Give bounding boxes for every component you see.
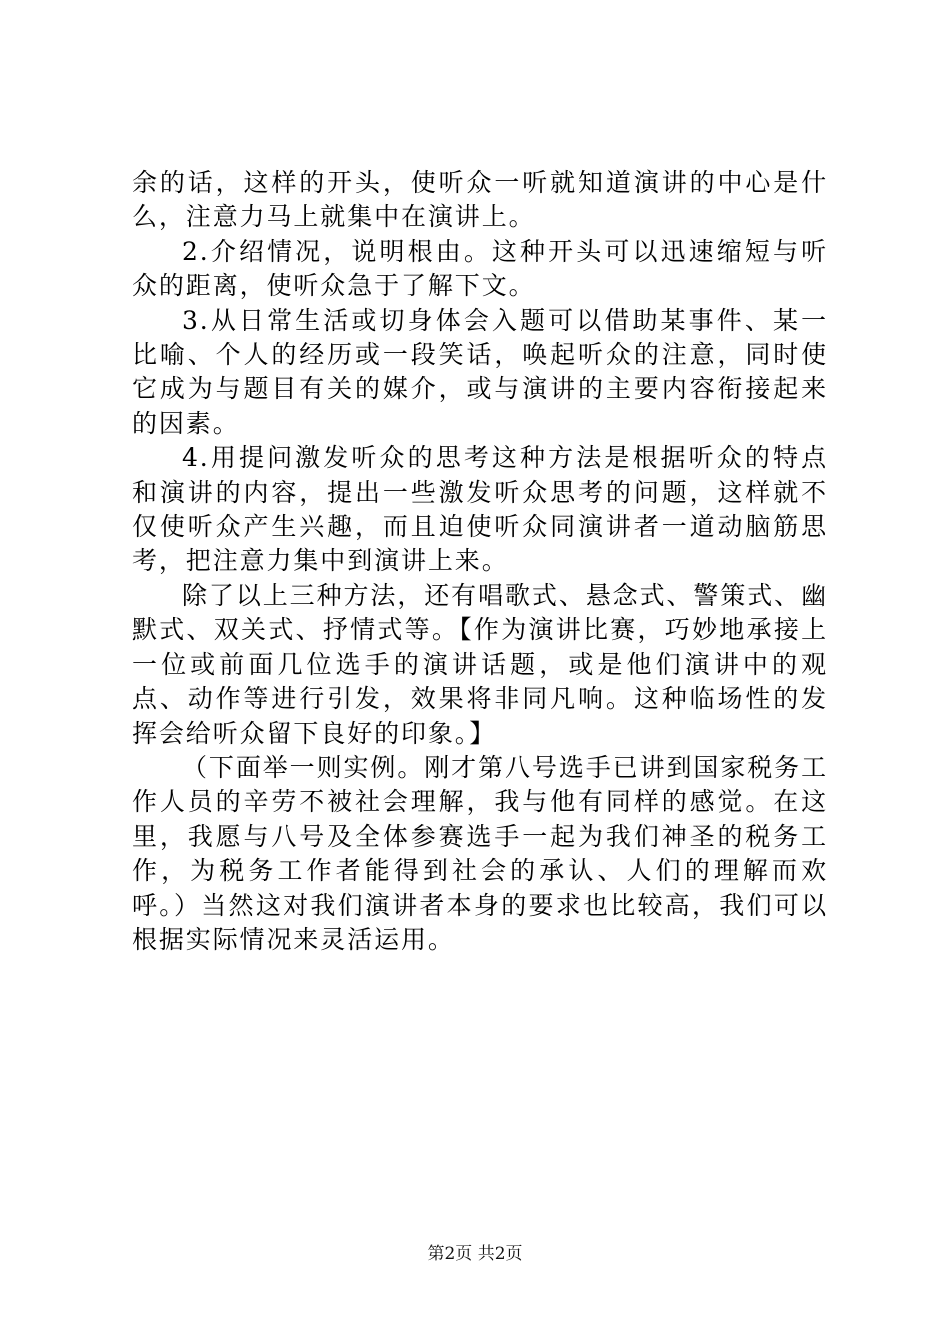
- paragraph-other-methods: 除了以上三种方法，还有唱歌式、悬念式、警策式、幽默式、双关式、抒情式等。【作为演讲比赛，巧妙地承接上一位或前面几位选手的演讲话题，或是他们演讲中的观点、动作等进行引发，效果将非同凡响。这种临场性的发挥会给听众留下良好的印象。】: [132, 580, 828, 748]
- paragraph-item-4: 4.用提问激发听众的思考这种方法是根据听众的特点和演讲的内容，提出一些激发听众思考的问题，这样就不仅使听众产生兴趣，而且迫使听众同演讲者一道动脑筋思考，把注意力集中到演讲上来。: [132, 443, 828, 576]
- paragraph-item-2: 2.介绍情况，说明根由。这种开头可以迅速缩短与听众的距离，使听众急于了解下文。: [132, 236, 828, 301]
- paragraph-example: （下面举一则实例。刚才第八号选手已讲到国家税务工作人员的辛劳不被社会理解，我与他有同样的感觉。在这里，我愿与八号及全体参赛选手一起为我们神圣的税务工作，为税务工作者能得到社会的承认、人们的理解而欢呼。）当然这对我们演讲者本身的要求也比较高，我们可以根据实际情况来灵活运用。: [132, 752, 828, 954]
- paragraph-continuation: 余的话，这样的开头，使听众一听就知道演讲的中心是什么，注意力马上就集中在演讲上。: [132, 168, 828, 232]
- paragraph-item-3: 3.从日常生活或切身体会入题可以借助某事件、某一比喻、个人的经历或一段笑话，唤起听众的注意，同时使它成为与题目有关的媒介，或与演讲的主要内容衔接起来的因素。: [132, 305, 828, 438]
- page-number-footer: 第2页 共2页: [427, 1244, 523, 1264]
- document-body: [132, 166, 828, 957]
